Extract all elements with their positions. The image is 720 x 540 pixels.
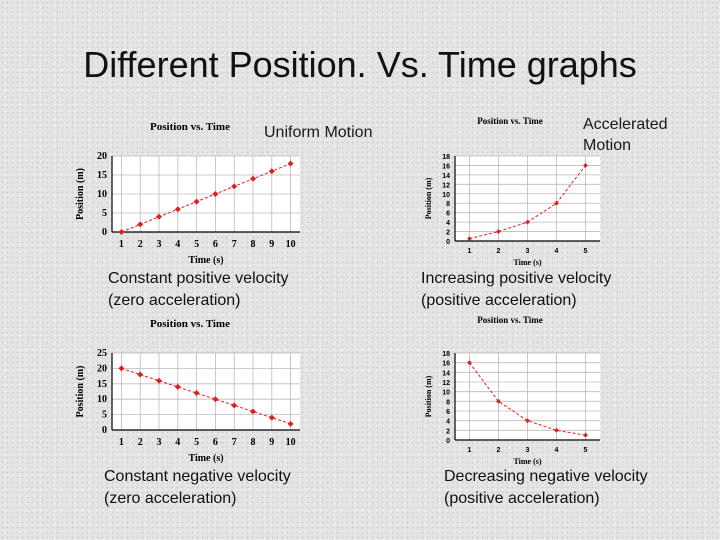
x-tick-label: 3 [525, 248, 530, 255]
y-tick-label: 16 [442, 163, 450, 171]
y-tick-label: 8 [446, 201, 450, 209]
x-tick-label: 5 [194, 239, 200, 250]
caption-constant-negative [104, 466, 291, 510]
y-tick-label: 20 [97, 151, 107, 162]
x-tick-label: 7 [231, 239, 237, 250]
x-tick-label: 3 [525, 447, 530, 454]
x-tick-label: 4 [554, 248, 559, 255]
y-axis-label: Position (m) [424, 375, 433, 418]
y-tick-label: 10 [442, 191, 450, 199]
caption-line: Increasing positive velocity [421, 270, 612, 287]
x-tick-label: 1 [467, 447, 472, 454]
caption-line: Constant negative velocity [104, 468, 291, 485]
x-tick-label: 4 [175, 239, 181, 250]
y-tick-label: 0 [446, 239, 450, 246]
slide-title: Different Position. Vs. Time graphs [83, 44, 637, 85]
x-tick-label: 4 [175, 437, 181, 448]
x-tick-label: 5 [583, 248, 588, 255]
y-tick-label: 0 [102, 227, 107, 238]
y-tick-label: 2 [446, 229, 450, 237]
y-tick-label: 14 [442, 370, 450, 378]
y-tick-label: 18 [442, 154, 450, 161]
y-tick-label: 20 [97, 363, 107, 375]
y-tick-label: 0 [102, 425, 107, 436]
x-tick-label: 2 [137, 437, 143, 448]
y-tick-label: 5 [102, 409, 107, 421]
y-tick-label: 0 [446, 438, 450, 445]
x-axis-label: Time (s) [513, 258, 542, 267]
x-tick-label: 2 [496, 447, 501, 454]
x-tick-label: 6 [212, 239, 218, 250]
x-axis-label: Time (s) [513, 457, 542, 466]
x-tick-label: 5 [583, 447, 588, 454]
y-tick-label: 25 [97, 348, 107, 359]
x-tick-label: 2 [137, 239, 143, 250]
y-tick-label: 12 [442, 182, 450, 190]
x-tick-label: 10 [285, 239, 296, 250]
chart-title: Position vs. Time [477, 315, 543, 325]
y-tick-label: 12 [442, 380, 450, 387]
y-axis-label: Position (m) [75, 365, 86, 418]
y-tick-label: 2 [446, 428, 450, 436]
caption-line: Constant positive velocity [108, 270, 289, 287]
x-axis-label: Time (s) [188, 453, 224, 464]
x-tick-label: 3 [156, 239, 162, 250]
x-tick-label: 1 [467, 248, 472, 255]
x-tick-label: 3 [156, 437, 162, 448]
y-tick-label: 14 [442, 172, 450, 180]
x-tick-label: 10 [285, 437, 296, 448]
y-tick-label: 10 [97, 189, 107, 200]
x-tick-label: 6 [212, 437, 218, 448]
chart-title: Position vs. Time [150, 318, 230, 330]
x-axis-label: Time (s) [188, 255, 224, 266]
y-tick-label: 6 [446, 210, 450, 218]
caption-line: (zero acceleration) [104, 490, 237, 507]
x-tick-label: 8 [250, 437, 256, 448]
y-axis-label: Position (m) [424, 177, 433, 220]
x-tick-label: 1 [118, 437, 124, 448]
y-tick-label: 15 [97, 170, 107, 181]
y-tick-label: 8 [446, 399, 450, 407]
uniform-motion-label: Uniform Motion [264, 124, 373, 141]
x-tick-label: 1 [118, 239, 124, 250]
caption-line: (positive acceleration) [444, 490, 600, 507]
x-tick-label: 4 [554, 447, 559, 454]
caption-line: (zero acceleration) [108, 292, 241, 309]
x-tick-label: 5 [194, 437, 200, 448]
y-tick-label: 6 [446, 409, 450, 416]
x-tick-label: 9 [269, 239, 275, 250]
caption-constant-positive [108, 268, 289, 312]
y-tick-label: 16 [442, 360, 450, 368]
accelerated-motion-label: Accelerated Motion [583, 116, 668, 154]
x-tick-label: 2 [496, 248, 501, 255]
caption-increasing-positive [421, 268, 611, 312]
caption-line: (positive acceleration) [421, 292, 577, 309]
caption-decreasing-negative [444, 466, 648, 510]
x-tick-label: 9 [269, 437, 275, 448]
y-tick-label: 10 [442, 389, 450, 397]
y-tick-label: 15 [97, 378, 107, 390]
y-tick-label: 10 [97, 394, 107, 406]
chart-title: Position vs. Time [477, 116, 543, 126]
y-tick-label: 4 [446, 220, 450, 228]
chart-title: Position vs. Time [150, 121, 230, 133]
x-tick-label: 8 [250, 239, 256, 250]
x-tick-label: 7 [231, 437, 237, 448]
y-tick-label: 4 [446, 418, 450, 426]
y-tick-label: 18 [442, 351, 450, 358]
caption-line: Decreasing negative velocity [444, 468, 648, 485]
y-axis-label: Position (m) [75, 168, 86, 220]
y-tick-label: 5 [102, 208, 107, 219]
